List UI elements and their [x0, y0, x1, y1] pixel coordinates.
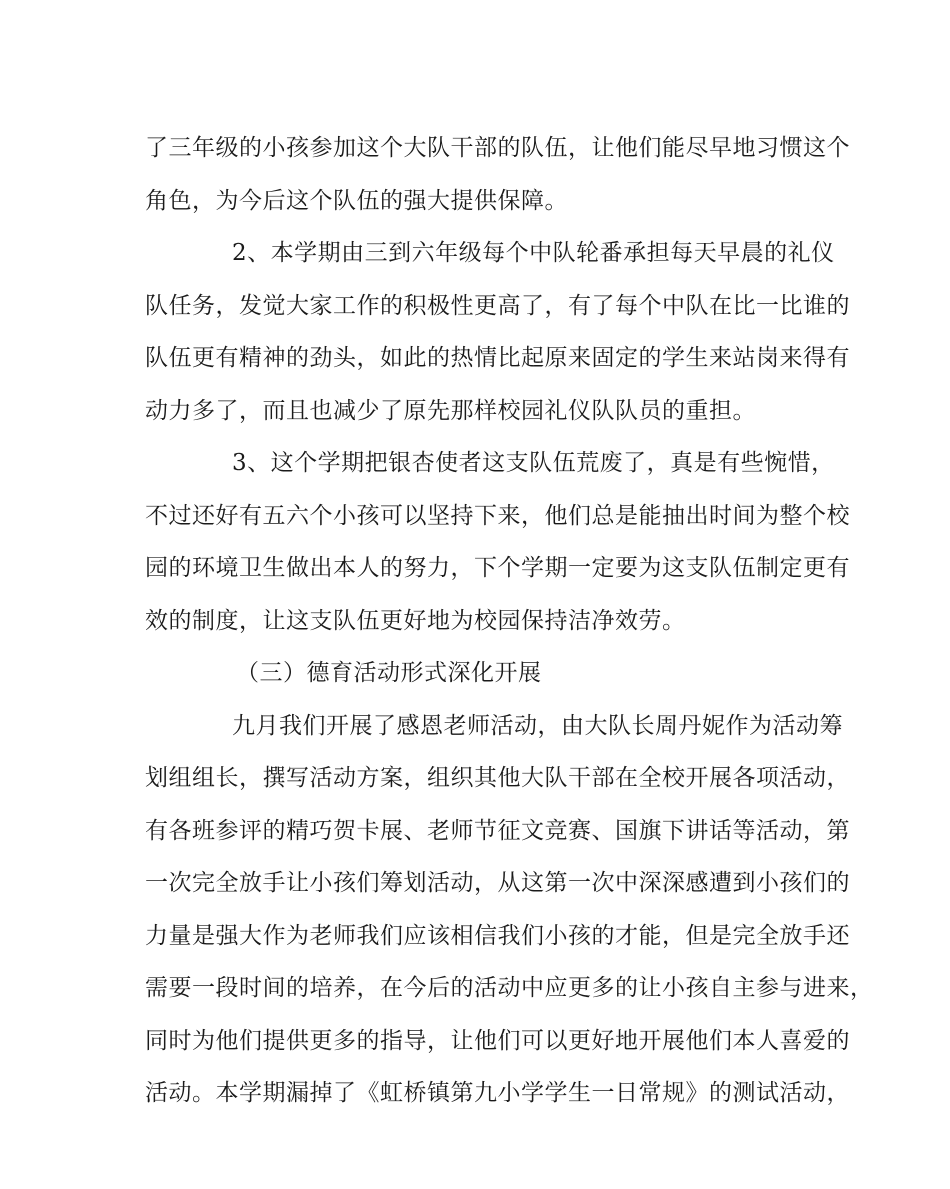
text-line: 划组组长，撰写活动方案，组织其他大队干部在全校开展各项活动，	[145, 765, 850, 791]
text-line: 队伍更有精神的劲头，如此的热情比起原来固定的学生来站岗来得有	[145, 345, 850, 371]
text-line: 3、这个学期把银杏使者这支队伍荒废了，真是有些惋惜，	[232, 450, 835, 476]
text-line: 效的制度，让这支队伍更好地为校园保持洁净效劳。	[145, 608, 686, 634]
text-line: 活动。本学期漏掉了《虹桥镇第九小学学生一日常规》的测试活动，	[145, 1080, 850, 1106]
text-line: 同时为他们提供更多的指导，让他们可以更好地开展他们本人喜爱的	[145, 1028, 850, 1054]
text-line: 不过还好有五六个小孩可以坚持下来，他们总是能抽出时间为整个校	[145, 503, 850, 529]
text-line: 力量是强大作为老师我们应该相信我们小孩的才能，但是完全放手还	[145, 923, 850, 949]
text-line: 需要一段时间的培养，在今后的活动中应更多的让小孩自主参与进来，	[145, 975, 874, 1001]
text-line: 有各班参评的精巧贺卡展、老师节征文竞赛、国旗下讲话等活动，第	[145, 818, 850, 844]
text-line: 队任务，发觉大家工作的积极性更高了，有了每个中队在比一比谁的	[145, 293, 850, 319]
text-line: 园的环境卫生做出本人的努力，下个学期一定要为这支队伍制定更有	[145, 555, 850, 581]
text-line: 九月我们开展了感恩老师活动，由大队长周丹妮作为活动筹	[232, 713, 843, 739]
text-line: 了三年级的小孩参加这个大队干部的队伍，让他们能尽早地习惯这个	[145, 135, 850, 161]
text-line: 2、本学期由三到六年级每个中队轮番承担每天早晨的礼仪	[232, 240, 835, 266]
text-line: 动力多了，而且也减少了原先那样校园礼仪队队员的重担。	[145, 398, 756, 424]
text-line: 一次完全放手让小孩们筹划活动，从这第一次中深深感遭到小孩们的	[145, 870, 850, 896]
text-line: 角色，为今后这个队伍的强大提供保障。	[145, 188, 568, 214]
section-heading: （三）德育活动形式深化开展	[236, 660, 542, 686]
